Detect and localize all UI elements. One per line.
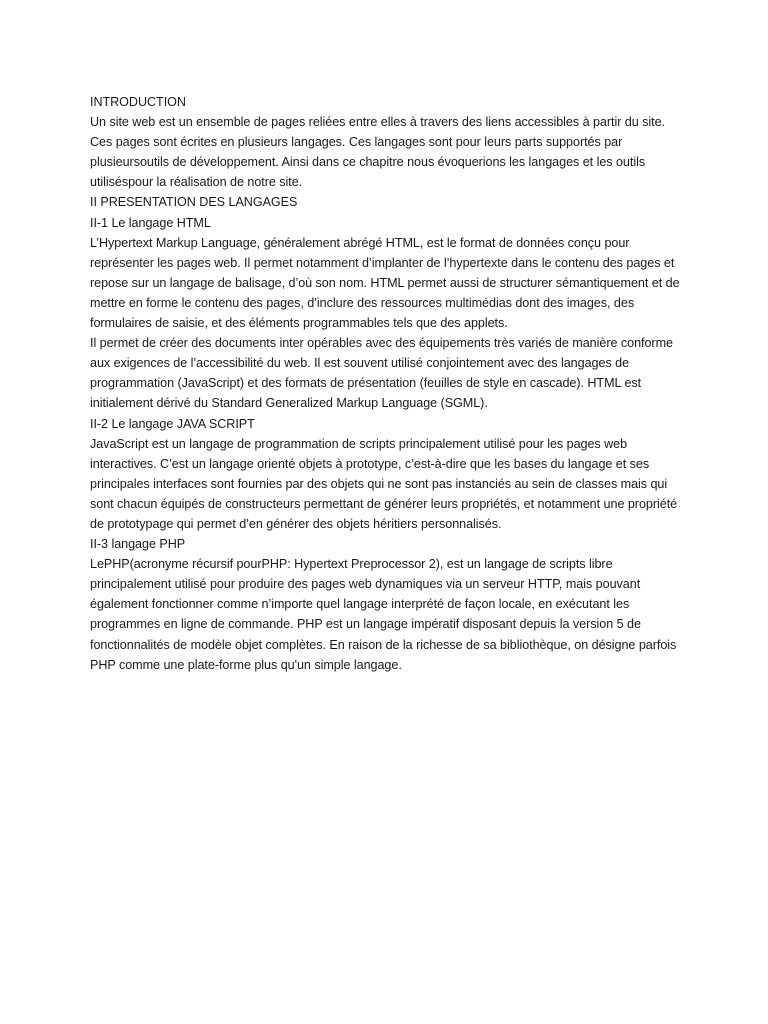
- php-heading: II-3 langage PHP: [90, 537, 186, 552]
- document-title: INTRODUCTION: [90, 95, 186, 109]
- section-title: II PRESENTATION DES LANGAGES: [90, 195, 298, 210]
- html-paragraph-2: Il permet de créer des documents inter opérables avec des équipements très variés de manière conforme aux exigences de l’accessibilité du web. Il est souvent utilisé conjointement avec des langages de programmation (JavaScript) et des formats de présentation (feuilles de style en cascade). HTML est initialement dérivé du Standard Generalized Markup Language (SGML).: [90, 336, 673, 411]
- intro-paragraph-1: Un site web est un ensemble de pages reliées entre elles à travers des liens accessibles à partir du site.: [90, 115, 666, 130]
- php-paragraph: LePHP(acronyme récursif pourPHP: Hypertext Preprocessor 2), est un langage de scripts libre principalement utilisé pour produire des pages web dynamiques via un serveur HTTP, mais pouvant également fonctionner comme n’importe quel langage interprété de façon locale, en exécutant les programmes en ligne de commande. PHP est un langage impératif disposant depuis la version 5 de fonctionnalités de modèle objet complètes. En raison de la richesse de sa bibliothèque, on désigne parfois PHP comme une plate-forme plus qu'un simple langage.: [90, 557, 677, 672]
- html-heading: II-1 Le langage HTML: [90, 215, 211, 230]
- js-paragraph: JavaScript est un langage de programmation de scripts principalement utilisé pour les pages web interactives. C’est un langage orienté objets à prototype, c’est-à-dire que les bases du langage et ses principales interfaces sont fournies par des objets qui ne sont pas instanciés au sein de classes mais qui sont chacun équipés de constructeurs permettant de générer leurs propriétés, et notamment une propriété de prototypage qui permet d’en générer des objets héritiers personnalisés.: [90, 436, 678, 531]
- js-heading: II-2 Le langage JAVA SCRIPT: [90, 416, 255, 431]
- html-paragraph-1: L’Hypertext Markup Language, généralement abrégé HTML, est le format de données conçu pour représenter les pages web. Il permet notamment d’implanter de l’hypertexte dans le contenu des pages et repose sur un langage de balisage, d’où son nom. HTML permet aussi de structurer sémantiquement et de mettre en forme le contenu des pages, d’inclure des ressources multimédias dont des images, des formulaires de saisie, et des éléments programmables tels que des applets.: [90, 235, 680, 331]
- document-body: [90, 92, 682, 675]
- intro-paragraph-2: Ces pages sont écrites en plusieurs langages. Ces langages sont pour leurs parts supportés par plusieursoutils de développement. Ainsi dans ce chapitre nous évoquerions les langages et les outils utiliséspour la réalisation de notre site.: [90, 135, 646, 190]
